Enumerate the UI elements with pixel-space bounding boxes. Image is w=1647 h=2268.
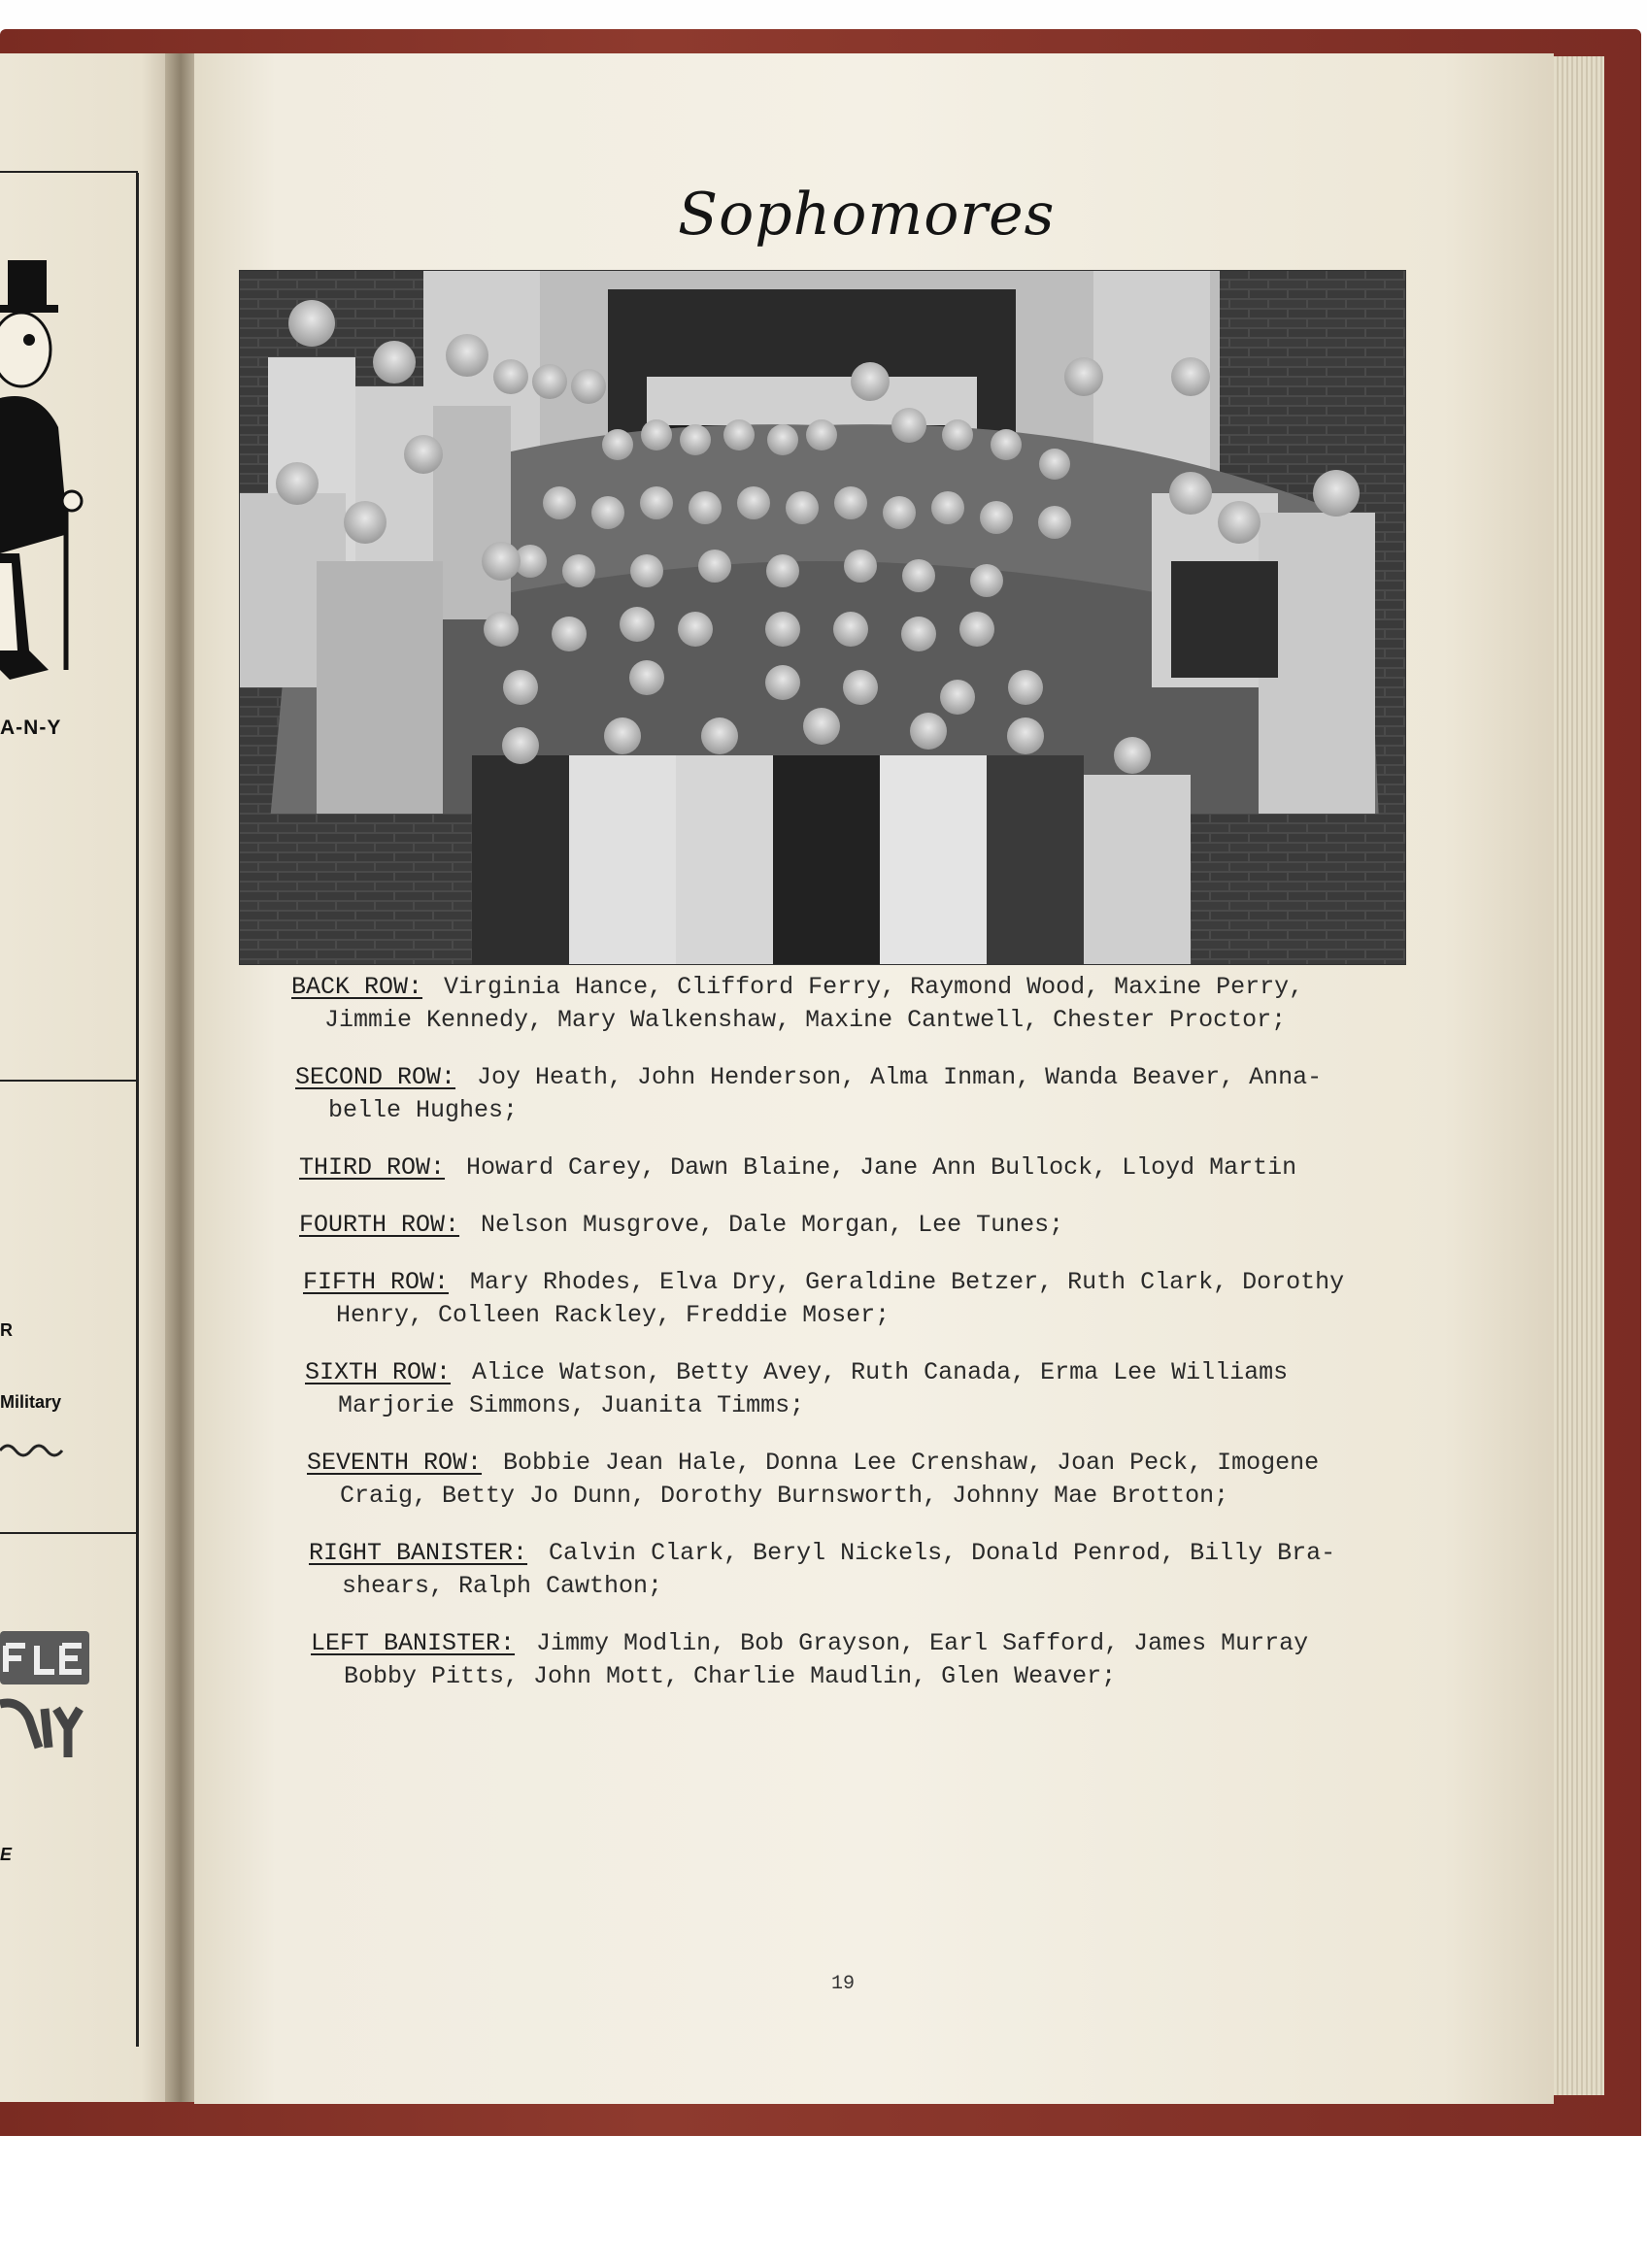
ad-text-fragment-e: E [0,1845,13,1864]
row-names: belle Hughes; [328,1096,519,1124]
page-number: 19 [831,1973,856,1995]
caption-row [291,971,1418,1037]
ad-text-fragment: R [0,1320,13,1340]
caption-row-first-line [305,1356,1418,1389]
ad-logo-lettering [0,1612,92,1767]
row-label: SECOND ROW: [295,1063,456,1091]
caption-row-first-line [291,971,1418,1004]
caption-row-continuation [311,1660,1418,1693]
caption-row-continuation [307,1480,1418,1513]
caption-row-continuation [295,1094,1418,1127]
caption-row-first-line [299,1151,1418,1184]
row-names: Mary Rhodes, Elva Dry, Geraldine Betzer, Ruth Clark, Dorothy [470,1268,1345,1296]
caption-row [291,1061,1418,1127]
caption-row-first-line [295,1061,1418,1094]
ad-divider-1 [0,1080,138,1082]
row-label: LEFT BANISTER: [311,1629,516,1657]
caption-row-continuation [305,1389,1418,1422]
row-names: Joy Heath, John Henderson, Alma Inman, Wanda Beaver, Anna- [477,1063,1323,1091]
row-label: THIRD ROW: [299,1153,446,1182]
row-names: Virginia Hance, Clifford Ferry, Raymond Wood, Maxine Perry, [444,973,1304,1001]
row-label: FOURTH ROW: [299,1211,460,1239]
row-label: BACK ROW: [291,973,423,1001]
row-names: Alice Watson, Betty Avey, Ruth Canada, Erma Lee Williams [472,1358,1289,1386]
caption-row [291,1447,1418,1513]
ad-divider-2 [0,1532,138,1534]
caption-row [291,1627,1418,1693]
ad-border-top [0,171,138,173]
caption-row-first-line [307,1447,1418,1480]
row-names: Calvin Clark, Beryl Nickels, Donald Penrod, Billy Bra- [549,1539,1336,1567]
row-label: SIXTH ROW: [305,1358,452,1386]
class-photo [239,270,1406,965]
caption-row-first-line [311,1627,1418,1660]
caption-row-continuation [309,1570,1418,1603]
row-names: Bobby Pitts, John Mott, Charlie Maudlin, Glen Weaver; [344,1662,1117,1690]
caption-row [291,1356,1418,1422]
row-names: Henry, Colleen Rackley, Freddie Moser; [336,1301,891,1329]
caption-row-first-line [303,1266,1418,1299]
row-names: Nelson Musgrove, Dale Morgan, Lee Tunes; [481,1211,1064,1239]
caption-row [291,1151,1418,1184]
caption-row-continuation [303,1299,1418,1332]
caption-row [291,1209,1418,1242]
row-label: FIFTH ROW: [303,1268,450,1296]
row-names: Jimmie Kennedy, Mary Walkenshaw, Maxine Cantwell, Chester Proctor; [324,1006,1287,1034]
photo-caption [291,971,1418,1718]
scan-margin [0,2136,1647,2268]
row-names: Marjorie Simmons, Juanita Timms; [338,1391,805,1419]
page-title: Sophomores [678,181,1056,249]
caption-row [291,1266,1418,1332]
row-names: Jimmy Modlin, Bob Grayson, Earl Safford, James Murray [536,1629,1309,1657]
caption-row-continuation [291,1004,1418,1037]
row-label: RIGHT BANISTER: [309,1539,528,1567]
top-hat-mascot-illustration [0,243,107,689]
ad-military-text: Military [0,1392,62,1412]
caption-row-first-line [309,1537,1418,1570]
ad-ornament [0,1441,68,1460]
row-label: SEVENTH ROW: [307,1449,483,1477]
row-names: Craig, Betty Jo Dunn, Dorothy Burnsworth, Johnny Mae Brotton; [340,1482,1229,1510]
page-edges [1554,56,1604,2095]
caption-row-first-line [299,1209,1418,1242]
ad-company-letters: A-N-Y [0,717,62,739]
row-names: Howard Carey, Dawn Blaine, Jane Ann Bullock, Lloyd Martin [466,1153,1297,1182]
ad-border-vertical [136,173,139,2047]
row-names: Bobbie Jean Hale, Donna Lee Crenshaw, Joan Peck, Imogene [503,1449,1320,1477]
row-names: shears, Ralph Cawthon; [342,1572,663,1600]
caption-row [291,1537,1418,1603]
